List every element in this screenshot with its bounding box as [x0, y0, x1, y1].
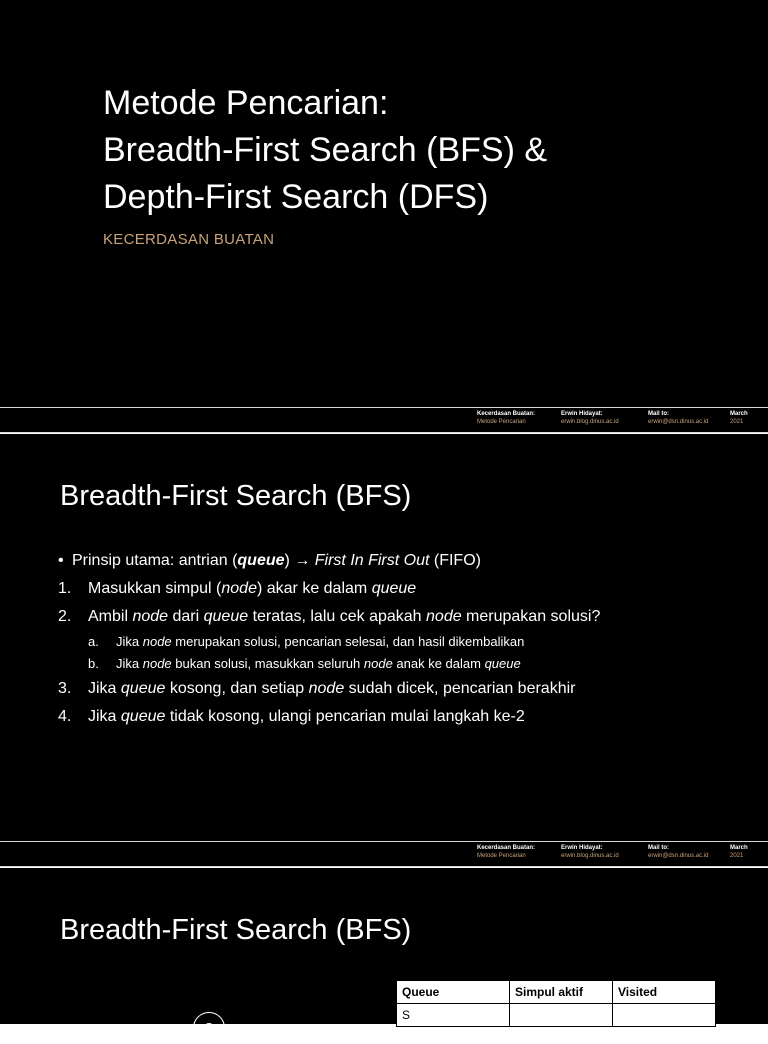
item-number: 1.: [58, 580, 72, 597]
item-number: b.: [88, 656, 99, 671]
text-segment: tidak kosong, ulangi pencarian mulai langkah ke-2: [165, 708, 525, 725]
footer-mail-label: Mail to:: [648, 411, 669, 417]
text-segment: node: [221, 580, 257, 597]
slide-heading: Breadth-First Search (BFS): [60, 480, 412, 512]
footer-author-value: erwin.blog.dinus.ac.id: [561, 419, 619, 425]
text-segment: queue: [120, 680, 166, 697]
item-text: [88, 703, 525, 731]
title-slide: [0, 0, 768, 432]
bfs-principles-slide: [0, 434, 768, 866]
title-line-3: Depth-First Search (DFS): [103, 178, 489, 216]
text-segment: merupakan solusi, pencarian selesai, dan hasil dikembalikan: [171, 634, 525, 649]
text-segment: anak ke dalam: [392, 656, 485, 671]
column-header-queue: Queue: [397, 981, 510, 1004]
text-segment: node: [132, 608, 169, 625]
text-segment: Ambil: [88, 608, 133, 625]
text-segment: node: [142, 634, 172, 649]
column-header-active-node: Simpul aktif: [510, 981, 613, 1004]
footer-mail-value: erwin@dsn.dinus.ac.id: [648, 853, 709, 859]
footer-author-label: Erwin Hidayat:: [561, 411, 603, 417]
footer-author-label: Erwin Hidayat:: [561, 845, 603, 851]
text-segment: ): [284, 552, 295, 569]
item-number: a.: [88, 634, 99, 649]
item-text: [116, 631, 524, 653]
footer-mail-value: erwin@dsn.dinus.ac.id: [648, 419, 709, 425]
bullet-text: [72, 547, 481, 575]
footer-course: [477, 410, 535, 426]
footer-course-value: Metode Pencarian: [477, 853, 526, 859]
footer-date: [730, 844, 748, 860]
text-segment: queue: [120, 708, 166, 725]
footer-course-value: Metode Pencarian: [477, 419, 526, 425]
table-cell: [613, 1004, 716, 1027]
text-segment: (FIFO): [429, 552, 481, 569]
footer-author: [561, 410, 619, 426]
item-text: [116, 653, 521, 675]
footer-mail: [648, 410, 708, 426]
slide-footer: [0, 407, 768, 433]
text-segment: Masukkan simpul (: [88, 580, 222, 597]
text-segment: ) akar ke dalam: [256, 580, 372, 597]
text-segment: Jika: [116, 656, 143, 671]
slide-heading: Breadth-First Search (BFS): [60, 914, 412, 946]
table-cell: [510, 1004, 613, 1027]
item-number: 2.: [58, 608, 72, 625]
arrow-icon: →: [294, 552, 311, 569]
bfs-trace-table: [396, 980, 716, 1027]
slide-footer: [0, 841, 768, 867]
footer-month: March: [730, 845, 748, 851]
footer-month: March: [730, 411, 748, 417]
text-segment: queue: [484, 656, 521, 671]
text-segment: sudah dicek, pencarian berakhir: [344, 680, 576, 697]
text-segment: merupakan solusi?: [461, 608, 601, 625]
bfs-example-slide: [0, 868, 768, 1035]
text-segment: Jika: [116, 634, 143, 649]
title-line-2: Breadth-First Search (BFS) &: [103, 131, 548, 169]
table-cell: S: [397, 1004, 510, 1027]
text-segment: node: [308, 680, 345, 697]
text-segment: First In First Out: [314, 552, 430, 569]
item-number: 4.: [58, 708, 72, 725]
text-segment: queue: [371, 580, 417, 597]
footer-course-label: Kecerdasan Buatan:: [477, 845, 536, 851]
text-segment: queue: [237, 552, 285, 569]
text-segment: dari: [168, 608, 204, 625]
item-text: [88, 575, 416, 603]
footer-course-label: Kecerdasan Buatan:: [477, 411, 536, 417]
graph-node: S: [193, 1012, 225, 1044]
footer-mail-label: Mail to:: [648, 845, 669, 851]
footer-mail: [648, 844, 708, 860]
item-number: 3.: [58, 680, 72, 697]
footer-author-value: erwin.blog.dinus.ac.id: [561, 853, 619, 859]
footer-year: 2021: [730, 419, 744, 425]
title-line-1: Metode Pencarian:: [103, 84, 389, 122]
text-segment: Jika: [88, 708, 121, 725]
table-header-row: [397, 981, 716, 1004]
text-segment: node: [142, 656, 172, 671]
text-segment: Prinsip utama: antrian (: [72, 552, 238, 569]
text-segment: bukan solusi, masukkan seluruh: [171, 656, 364, 671]
text-segment: node: [363, 656, 393, 671]
footer-author: [561, 844, 619, 860]
bullet-marker: •: [58, 552, 64, 569]
text-segment: queue: [203, 608, 249, 625]
slide-subtitle: KECERDASAN BUATAN: [103, 231, 275, 248]
text-segment: teratas, lalu cek apakah: [248, 608, 427, 625]
footer-year: 2021: [730, 853, 744, 859]
footer-date: [730, 410, 748, 426]
item-text: [88, 675, 575, 703]
footer-course: [477, 844, 535, 860]
text-segment: node: [426, 608, 462, 625]
column-header-visited: Visited: [613, 981, 716, 1004]
table-row: [397, 1004, 716, 1027]
text-segment: Jika: [88, 680, 121, 697]
text-segment: kosong, dan setiap: [165, 680, 309, 697]
slide-title: [103, 80, 547, 221]
item-text: [88, 603, 600, 631]
